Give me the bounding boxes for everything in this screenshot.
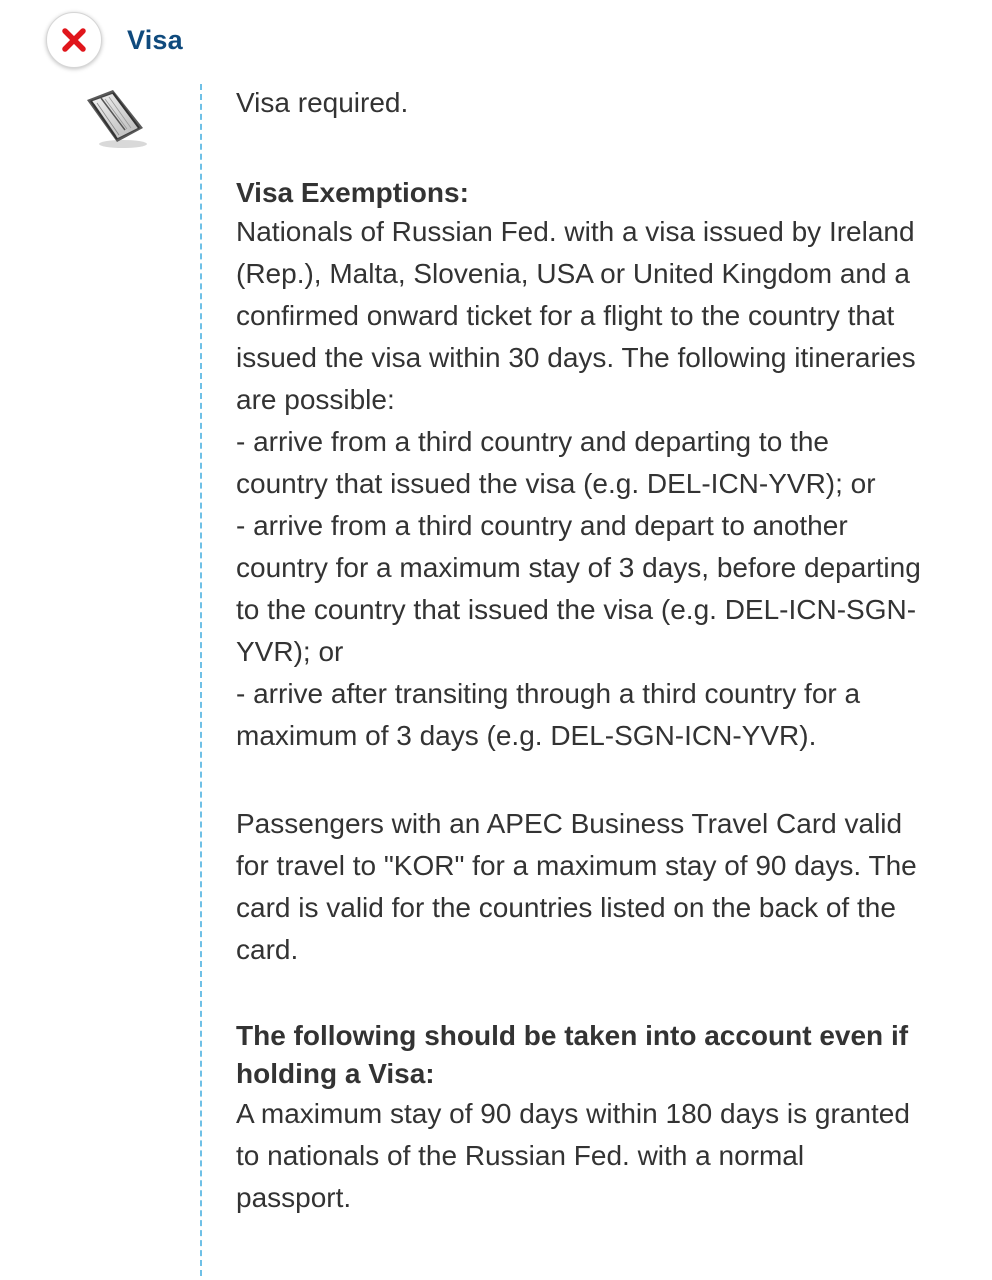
red-x-icon <box>60 26 88 54</box>
exemptions-text: Nationals of Russian Fed. with a visa issued by Ireland (Rep.), Malta, Slovenia, USA or United Kingdom and a confirmed onward ticket for a flight to the country that issued the visa within 30 days. The following itineraries are possible: <box>236 216 916 415</box>
visa-status-badge <box>46 12 102 68</box>
section-title: Visa <box>127 24 183 55</box>
itinerary-item: - arrive after transiting through a third country for a maximum of 3 days (e.g. DEL-SGN-ICN-YVR). <box>236 678 861 751</box>
visa-content <box>236 82 926 1219</box>
apec-text: Passengers with an APEC Business Travel Card valid for travel to "KOR" for a maximum stay of 90 days. The card is valid for the countries listed on the back of the card. <box>236 808 917 965</box>
exemptions-heading: Visa Exemptions: <box>236 177 469 208</box>
section-divider <box>200 84 202 1276</box>
visa-status-text: Visa required. <box>236 87 409 118</box>
account-text: A maximum stay of 90 days within 180 days is granted to nationals of the Russian Fed. with a normal passport. <box>236 1098 910 1213</box>
account-heading: The following should be taken into account even if holding a Visa: <box>236 1020 909 1089</box>
passport-book-icon <box>83 88 151 150</box>
itinerary-item: - arrive from a third country and departing to the country that issued the visa (e.g. DEL-ICN-YVR); or <box>236 426 876 499</box>
visa-section-header <box>46 11 183 69</box>
itinerary-item: - arrive from a third country and depart to another country for a maximum stay of 3 days, before departing to the country that issued the visa (e.g. DEL-ICN-SGN-YVR); or <box>236 510 921 667</box>
